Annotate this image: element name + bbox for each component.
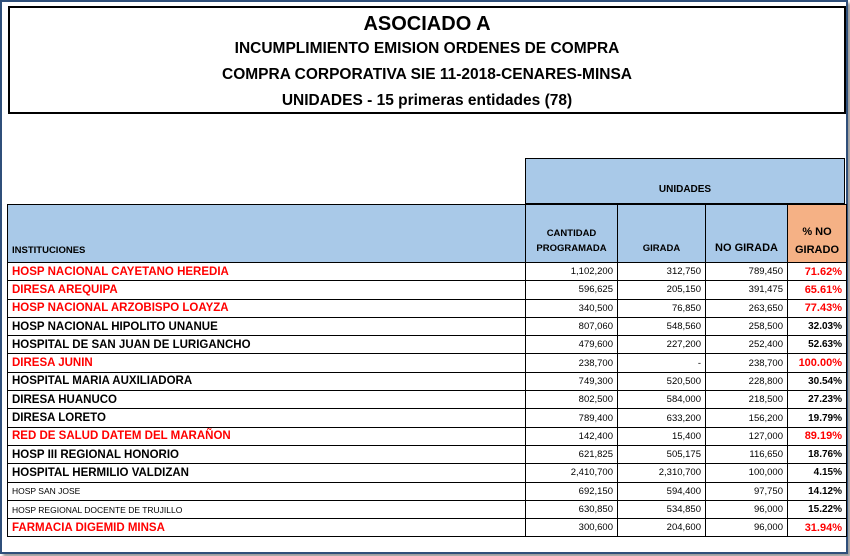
institution-name: HOSP REGIONAL DOCENTE DE TRUJILLO <box>8 500 526 518</box>
institution-name: HOSPITAL DE SAN JUAN DE LURIGANCHO <box>8 336 526 354</box>
subtitle-1: INCUMPLIMIENTO EMISION ORDENES DE COMPRA <box>234 40 620 57</box>
table-row <box>8 263 847 281</box>
cell-girada: 2,310,700 <box>618 464 706 482</box>
header-row <box>8 205 847 263</box>
cell-programada: 2,410,700 <box>526 464 618 482</box>
cell-programada: 789,400 <box>526 409 618 427</box>
institution-name: HOSPITAL HERMILIO VALDIZAN <box>8 464 526 482</box>
institution-name: DIRESA JUNIN <box>8 354 526 372</box>
institution-name: DIRESA AREQUIPA <box>8 281 526 299</box>
cell-programada: 479,600 <box>526 336 618 354</box>
col-programmed-line2: PROGRAMADA <box>536 243 607 254</box>
cell-programada: 749,300 <box>526 372 618 390</box>
institution-name: FARMACIA DIGEMID MINSA <box>8 519 526 537</box>
cell-girada: 594,400 <box>618 482 706 500</box>
cell-programada: 807,060 <box>526 317 618 335</box>
cell-no-girada: 238,700 <box>706 354 788 372</box>
cell-programada: 340,500 <box>526 299 618 317</box>
cell-programada: 802,500 <box>526 391 618 409</box>
cell-programada: 596,625 <box>526 281 618 299</box>
cell-programada: 621,825 <box>526 445 618 463</box>
cell-no-girada: 218,500 <box>706 391 788 409</box>
institution-name: HOSP NACIONAL HIPOLITO UNANUE <box>8 317 526 335</box>
cell-no-girada: 263,650 <box>706 299 788 317</box>
cell-pct-no-girado: 77.43% <box>788 299 847 317</box>
cell-pct-no-girado: 19.79% <box>788 409 847 427</box>
data-table <box>7 204 847 537</box>
institution-name: RED DE SALUD DATEM DEL MARAÑON <box>8 427 526 445</box>
cell-girada: 584,000 <box>618 391 706 409</box>
cell-pct-no-girado: 18.76% <box>788 445 847 463</box>
institution-name: DIRESA HUANUCO <box>8 391 526 409</box>
table-row <box>8 372 847 390</box>
cell-pct-no-girado: 100.00% <box>788 354 847 372</box>
institution-name: HOSP NACIONAL CAYETANO HEREDIA <box>8 263 526 281</box>
cell-programada: 1,102,200 <box>526 263 618 281</box>
cell-girada: 76,850 <box>618 299 706 317</box>
cell-pct-no-girado: 71.62% <box>788 263 847 281</box>
table-row <box>8 354 847 372</box>
table-row <box>8 500 847 518</box>
subtitle-3: UNIDADES - 15 primeras entidades (78) <box>281 92 573 109</box>
cell-pct-no-girado: 4.15% <box>788 464 847 482</box>
cell-pct-no-girado: 30.54% <box>788 372 847 390</box>
table-row <box>8 336 847 354</box>
table-row <box>8 519 847 537</box>
col-pct-no-girado <box>788 205 847 263</box>
col-programmed <box>526 205 618 263</box>
cell-girada: - <box>618 354 706 372</box>
cell-programada: 238,700 <box>526 354 618 372</box>
col-pct-line1: % NO <box>802 226 832 238</box>
institution-name: HOSP NACIONAL ARZOBISPO LOAYZA <box>8 299 526 317</box>
cell-girada: 534,850 <box>618 500 706 518</box>
institution-name: HOSP III REGIONAL HONORIO <box>8 445 526 463</box>
cell-no-girada: 97,750 <box>706 482 788 500</box>
cell-no-girada: 789,450 <box>706 263 788 281</box>
cell-no-girada: 391,475 <box>706 281 788 299</box>
cell-girada: 15,400 <box>618 427 706 445</box>
cell-girada: 520,500 <box>618 372 706 390</box>
institution-name: HOSP SAN JOSE <box>8 482 526 500</box>
cell-pct-no-girado: 27.23% <box>788 391 847 409</box>
cell-programada: 300,600 <box>526 519 618 537</box>
cell-no-girada: 96,000 <box>706 500 788 518</box>
cell-pct-no-girado: 52.63% <box>788 336 847 354</box>
cell-no-girada: 127,000 <box>706 427 788 445</box>
table-row <box>8 391 847 409</box>
cell-girada: 312,750 <box>618 263 706 281</box>
cell-no-girada: 228,800 <box>706 372 788 390</box>
cell-programada: 692,150 <box>526 482 618 500</box>
cell-no-girada: 116,650 <box>706 445 788 463</box>
cell-girada: 505,175 <box>618 445 706 463</box>
col-girada: GIRADA <box>618 205 706 263</box>
table-row <box>8 299 847 317</box>
cell-no-girada: 258,500 <box>706 317 788 335</box>
cell-pct-no-girado: 65.61% <box>788 281 847 299</box>
cell-pct-no-girado: 89.19% <box>788 427 847 445</box>
cell-no-girada: 156,200 <box>706 409 788 427</box>
cell-no-girada: 96,000 <box>706 519 788 537</box>
table-row <box>8 464 847 482</box>
col-programmed-line1: CANTIDAD <box>546 228 597 239</box>
cell-no-girada: 100,000 <box>706 464 788 482</box>
cell-pct-no-girado: 15.22% <box>788 500 847 518</box>
col-no-girada: NO GIRADA <box>706 205 788 263</box>
table-row <box>8 317 847 335</box>
institution-name: HOSPITAL MARIA AUXILIADORA <box>8 372 526 390</box>
cell-programada: 630,850 <box>526 500 618 518</box>
table-row <box>8 409 847 427</box>
table-row <box>8 482 847 500</box>
cell-girada: 633,200 <box>618 409 706 427</box>
title-box <box>8 6 846 114</box>
table-row <box>8 281 847 299</box>
unidades-group-header: UNIDADES <box>525 158 845 204</box>
title: ASOCIADO A <box>363 13 491 35</box>
table-row <box>8 445 847 463</box>
cell-pct-no-girado: 31.94% <box>788 519 847 537</box>
cell-girada: 227,200 <box>618 336 706 354</box>
subtitle-2: COMPRA CORPORATIVA SIE 11-2018-CENARES-MINSA <box>222 66 632 83</box>
cell-girada: 205,150 <box>618 281 706 299</box>
cell-pct-no-girado: 14.12% <box>788 482 847 500</box>
cell-girada: 204,600 <box>618 519 706 537</box>
cell-girada: 548,560 <box>618 317 706 335</box>
cell-pct-no-girado: 32.03% <box>788 317 847 335</box>
cell-no-girada: 252,400 <box>706 336 788 354</box>
col-institutions: INSTITUCIONES <box>8 205 526 263</box>
cell-programada: 142,400 <box>526 427 618 445</box>
table-row <box>8 427 847 445</box>
institution-name: DIRESA LORETO <box>8 409 526 427</box>
col-pct-line2: GIRADO <box>795 244 839 256</box>
